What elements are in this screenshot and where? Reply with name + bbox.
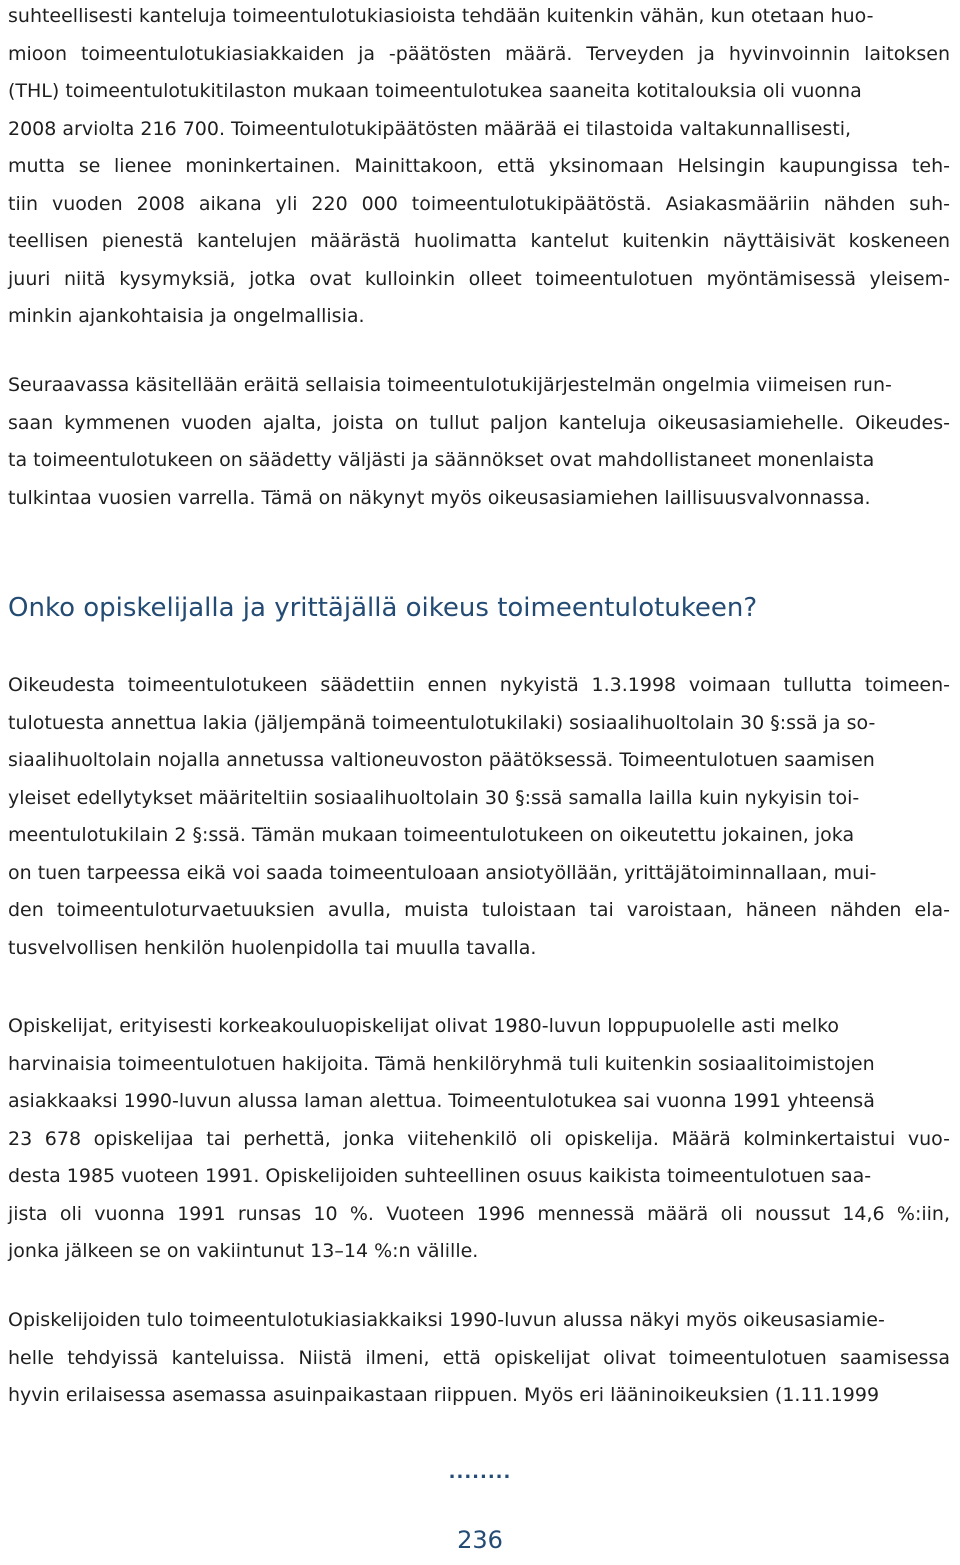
text-line: harvinaisia toimeentulotuen hakijoita. Tämä henkilöryhmä tuli kuitenkin sosiaalitoimistojen xyxy=(8,1052,875,1075)
paragraph-5 xyxy=(8,1302,950,1415)
text-line: Opiskelijoiden tulo toimeentulotukiasiakkaiksi 1990-luvun alussa näkyi myös oikeusasiamie- xyxy=(8,1309,885,1331)
text-line: suhteellisesti kanteluja toimeentulotukiasioista tehdään kuitenkin vähän, kun otetaan huo- xyxy=(8,5,874,27)
text-line: yleiset edellytykset määriteltiin sosiaalihuoltolain 30 §:ssä samalla lailla kuin nykyisin toi- xyxy=(8,786,860,809)
text-line: 2008 arviolta 216 700. Toimeentulotukipäätösten määrää ei tilastoida valtakunnallisesti, xyxy=(8,117,852,140)
text-line: ta toimeentulotukeen on säädetty väljästi ja säännökset ovat mahdollistaneet monenlaista xyxy=(8,449,875,471)
text-line: 23 678 opiskelijaa tai perhettä, jonka viitehenkilö oli opiskelija. Määrä kolminkertaistui vuo- xyxy=(8,1127,950,1150)
text-line: Opiskelijat, erityisesti korkeakouluopiskelijat olivat 1980-luvun loppupuolelle asti melko xyxy=(8,1015,840,1037)
text-line: tusvelvollisen henkilön huolenpidolla tai muulla tavalla. xyxy=(8,936,537,959)
text-line: tiin vuoden 2008 aikana yli 220 000 toimeentulotukipäätöstä. Asiakasmääriin nähden suh- xyxy=(8,192,950,215)
text-line: jonka jälkeen se on vakiintunut 13–14 %:n välille. xyxy=(8,1240,479,1262)
text-line: teellisen pienestä kantelujen määrästä huolimatta kantelut kuitenkin näyttäisivät koskeneen xyxy=(8,230,950,252)
footer-dots: ........ xyxy=(448,1462,512,1483)
text-line: saan kymmenen vuoden ajalta, joista on tullut paljon kanteluja oikeusasiamiehelle. Oikeudes- xyxy=(8,411,950,434)
text-line: minkin ajankohtaisia ja ongelmallisia. xyxy=(8,305,365,327)
text-line: meentulotukilain 2 §:ssä. Tämän mukaan toimeentulotukeen on oikeutettu jokainen, joka xyxy=(8,824,855,846)
paragraph-2 xyxy=(8,367,950,517)
text-line: jista oli vuonna 1991 runsas 10 %. Vuoteen 1996 mennessä määrä oli noussut 14,6 %:iin, xyxy=(8,1202,950,1225)
text-line: den toimeentuloturvaetuuksien avulla, muista tuloistaan tai varoistaan, häneen nähden ela- xyxy=(8,899,950,921)
paragraph-3 xyxy=(8,667,950,967)
text-line: tulkintaa vuosien varrella. Tämä on näkynyt myös oikeusasiamiehen laillisuusvalvonnassa. xyxy=(8,486,871,509)
section-heading: Onko opiskelijalla ja yrittäjällä oikeus toimeentulotukeen? xyxy=(8,593,758,623)
text-line: (THL) toimeentulotukitilaston mukaan toimeentulotukea saaneita kotitalouksia oli vuonna xyxy=(8,80,862,102)
paragraph-1 xyxy=(8,0,950,336)
text-line: on tuen tarpeessa eikä voi saada toimeentuloaan ansiotyöllään, yrittäjätoiminnallaan, mui- xyxy=(8,861,877,884)
text-line: Oikeudesta toimeentulotukeen säädettiin ennen nykyistä 1.3.1998 voimaan tullutta toimeen- xyxy=(8,674,950,696)
text-line: asiakkaaksi 1990-luvun alussa laman alettua. Toimeentulotukea sai vuonna 1991 yhteensä xyxy=(8,1090,875,1112)
text-line: siaalihuoltolain nojalla annetussa valtioneuvoston päätöksessä. Toimeentulotuen saamisen xyxy=(8,749,875,771)
text-line: desta 1985 vuoteen 1991. Opiskelijoiden suhteellinen osuus kaikista toimeentulotuen saa- xyxy=(8,1165,872,1187)
text-line: mioon toimeentulotukiasiakkaiden ja -päätösten määrä. Terveyden ja hyvinvoinnin laitoksen xyxy=(8,42,950,65)
paragraph-4 xyxy=(8,1008,950,1271)
text-line: helle tehdyissä kanteluissa. Niistä ilmeni, että opiskelijat olivat toimeentulotuen saamisessa xyxy=(8,1346,950,1369)
text-line: juuri niitä kysymyksiä, jotka ovat kulloinkin olleet toimeentulotuen myöntämisessä yleisem- xyxy=(8,267,950,290)
page-number: 236 xyxy=(457,1526,503,1554)
text-line: hyvin erilaisessa asemassa asuinpaikastaan riippuen. Myös eri lääninoikeuksien (1.11.1999 xyxy=(8,1384,880,1406)
text-line: Seuraavassa käsitellään eräitä sellaisia toimeentulotukijärjestelmän ongelmia viimeisen run- xyxy=(8,374,892,396)
text-line: tulotuesta annettua lakia (jäljempänä toimeentulotukilaki) sosiaalihuoltolain 30 §:ssä ja so- xyxy=(8,711,876,734)
text-line: mutta se lienee moninkertainen. Mainittakoon, että yksinomaan Helsingin kaupungissa teh- xyxy=(8,155,950,177)
